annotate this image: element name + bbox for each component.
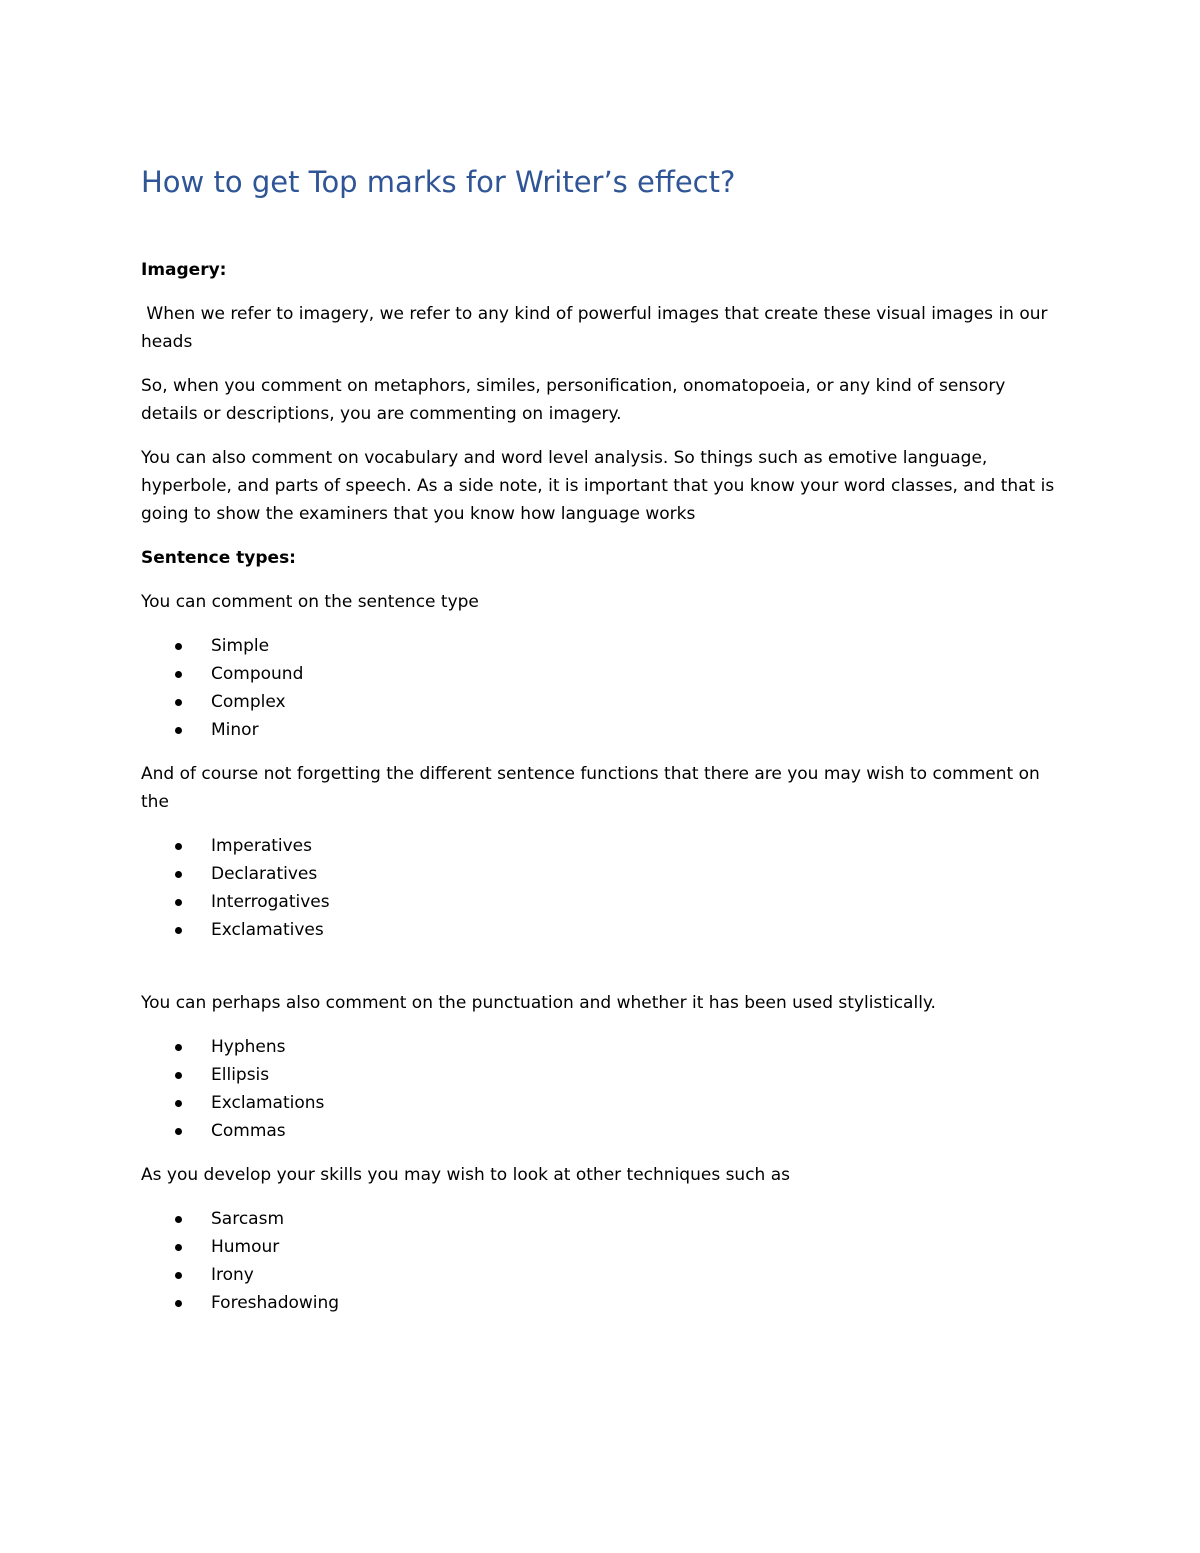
list-item [141, 716, 1061, 744]
list-item-text: Declaratives [211, 864, 318, 884]
paragraph-imagery-examples: So, when you comment on metaphors, similes, personification, onomatopoeia, or any kind of sensory details or descriptions, you are commenting on imagery. [141, 376, 1006, 424]
bullet-icon [175, 1244, 182, 1251]
list-item [141, 1033, 1061, 1061]
list-item-text: Exclamations [211, 1093, 325, 1113]
list-item-text: Foreshadowing [211, 1293, 340, 1313]
blank-line [141, 960, 1061, 989]
bullet-icon [175, 1300, 182, 1307]
list-item [141, 660, 1061, 688]
bullet-icon [175, 727, 182, 734]
list-item [141, 1233, 1061, 1261]
heading-sentence-types: Sentence types: [141, 548, 296, 568]
heading-imagery: Imagery: [141, 260, 227, 280]
bullet-icon [175, 1072, 182, 1079]
list-sentence-types [141, 632, 1061, 744]
bullet-icon [175, 699, 182, 706]
list-item-text: Commas [211, 1121, 286, 1141]
list-item [141, 1205, 1061, 1233]
bullet-icon [175, 1128, 182, 1135]
bullet-icon [175, 927, 182, 934]
bullet-icon [175, 643, 182, 650]
paragraph-sentence-type-intro: You can comment on the sentence type [141, 592, 479, 612]
list-item [141, 1289, 1061, 1317]
paragraph-vocabulary: You can also comment on vocabulary and word level analysis. So things such as emotive language, hyperbole, and parts of speech. As a side note, it is important that you know your word classes, and that is going to show the examiners that you know how language works [141, 448, 1055, 524]
list-sentence-functions [141, 832, 1061, 944]
list-item-text: Exclamatives [211, 920, 324, 940]
list-item [141, 916, 1061, 944]
list-punctuation [141, 1033, 1061, 1145]
paragraph-imagery-definition: When we refer to imagery, we refer to any kind of powerful images that create these visual images in our heads [141, 304, 1053, 352]
paragraph-sentence-functions-intro: And of course not forgetting the different sentence functions that there are you may wish to comment on the [141, 764, 1040, 812]
document-page [141, 160, 1061, 1333]
list-item-text: Ellipsis [211, 1065, 270, 1085]
list-item-text: Compound [211, 664, 304, 684]
bullet-icon [175, 871, 182, 878]
list-item-text: Interrogatives [211, 892, 330, 912]
list-techniques [141, 1205, 1061, 1317]
bullet-icon [175, 1272, 182, 1279]
list-item-text: Minor [211, 720, 259, 740]
list-item [141, 688, 1061, 716]
bullet-icon [175, 843, 182, 850]
list-item-text: Imperatives [211, 836, 312, 856]
list-item-text: Humour [211, 1237, 280, 1257]
bullet-icon [175, 1216, 182, 1223]
list-item-text: Simple [211, 636, 270, 656]
bullet-icon [175, 1100, 182, 1107]
paragraph-punctuation-intro: You can perhaps also comment on the punctuation and whether it has been used stylistically. [141, 993, 936, 1013]
list-item-text: Sarcasm [211, 1209, 285, 1229]
list-item [141, 1117, 1061, 1145]
list-item [141, 632, 1061, 660]
list-item [141, 832, 1061, 860]
document-title: How to get Top marks for Writer’s effect? [141, 165, 736, 199]
list-item [141, 888, 1061, 916]
list-item [141, 1061, 1061, 1089]
list-item-text: Complex [211, 692, 286, 712]
list-item-text: Irony [211, 1265, 254, 1285]
list-item [141, 1089, 1061, 1117]
paragraph-techniques-intro: As you develop your skills you may wish to look at other techniques such as [141, 1165, 791, 1185]
list-item [141, 1261, 1061, 1289]
list-item [141, 860, 1061, 888]
list-item-text: Hyphens [211, 1037, 286, 1057]
bullet-icon [175, 671, 182, 678]
bullet-icon [175, 1044, 182, 1051]
bullet-icon [175, 899, 182, 906]
